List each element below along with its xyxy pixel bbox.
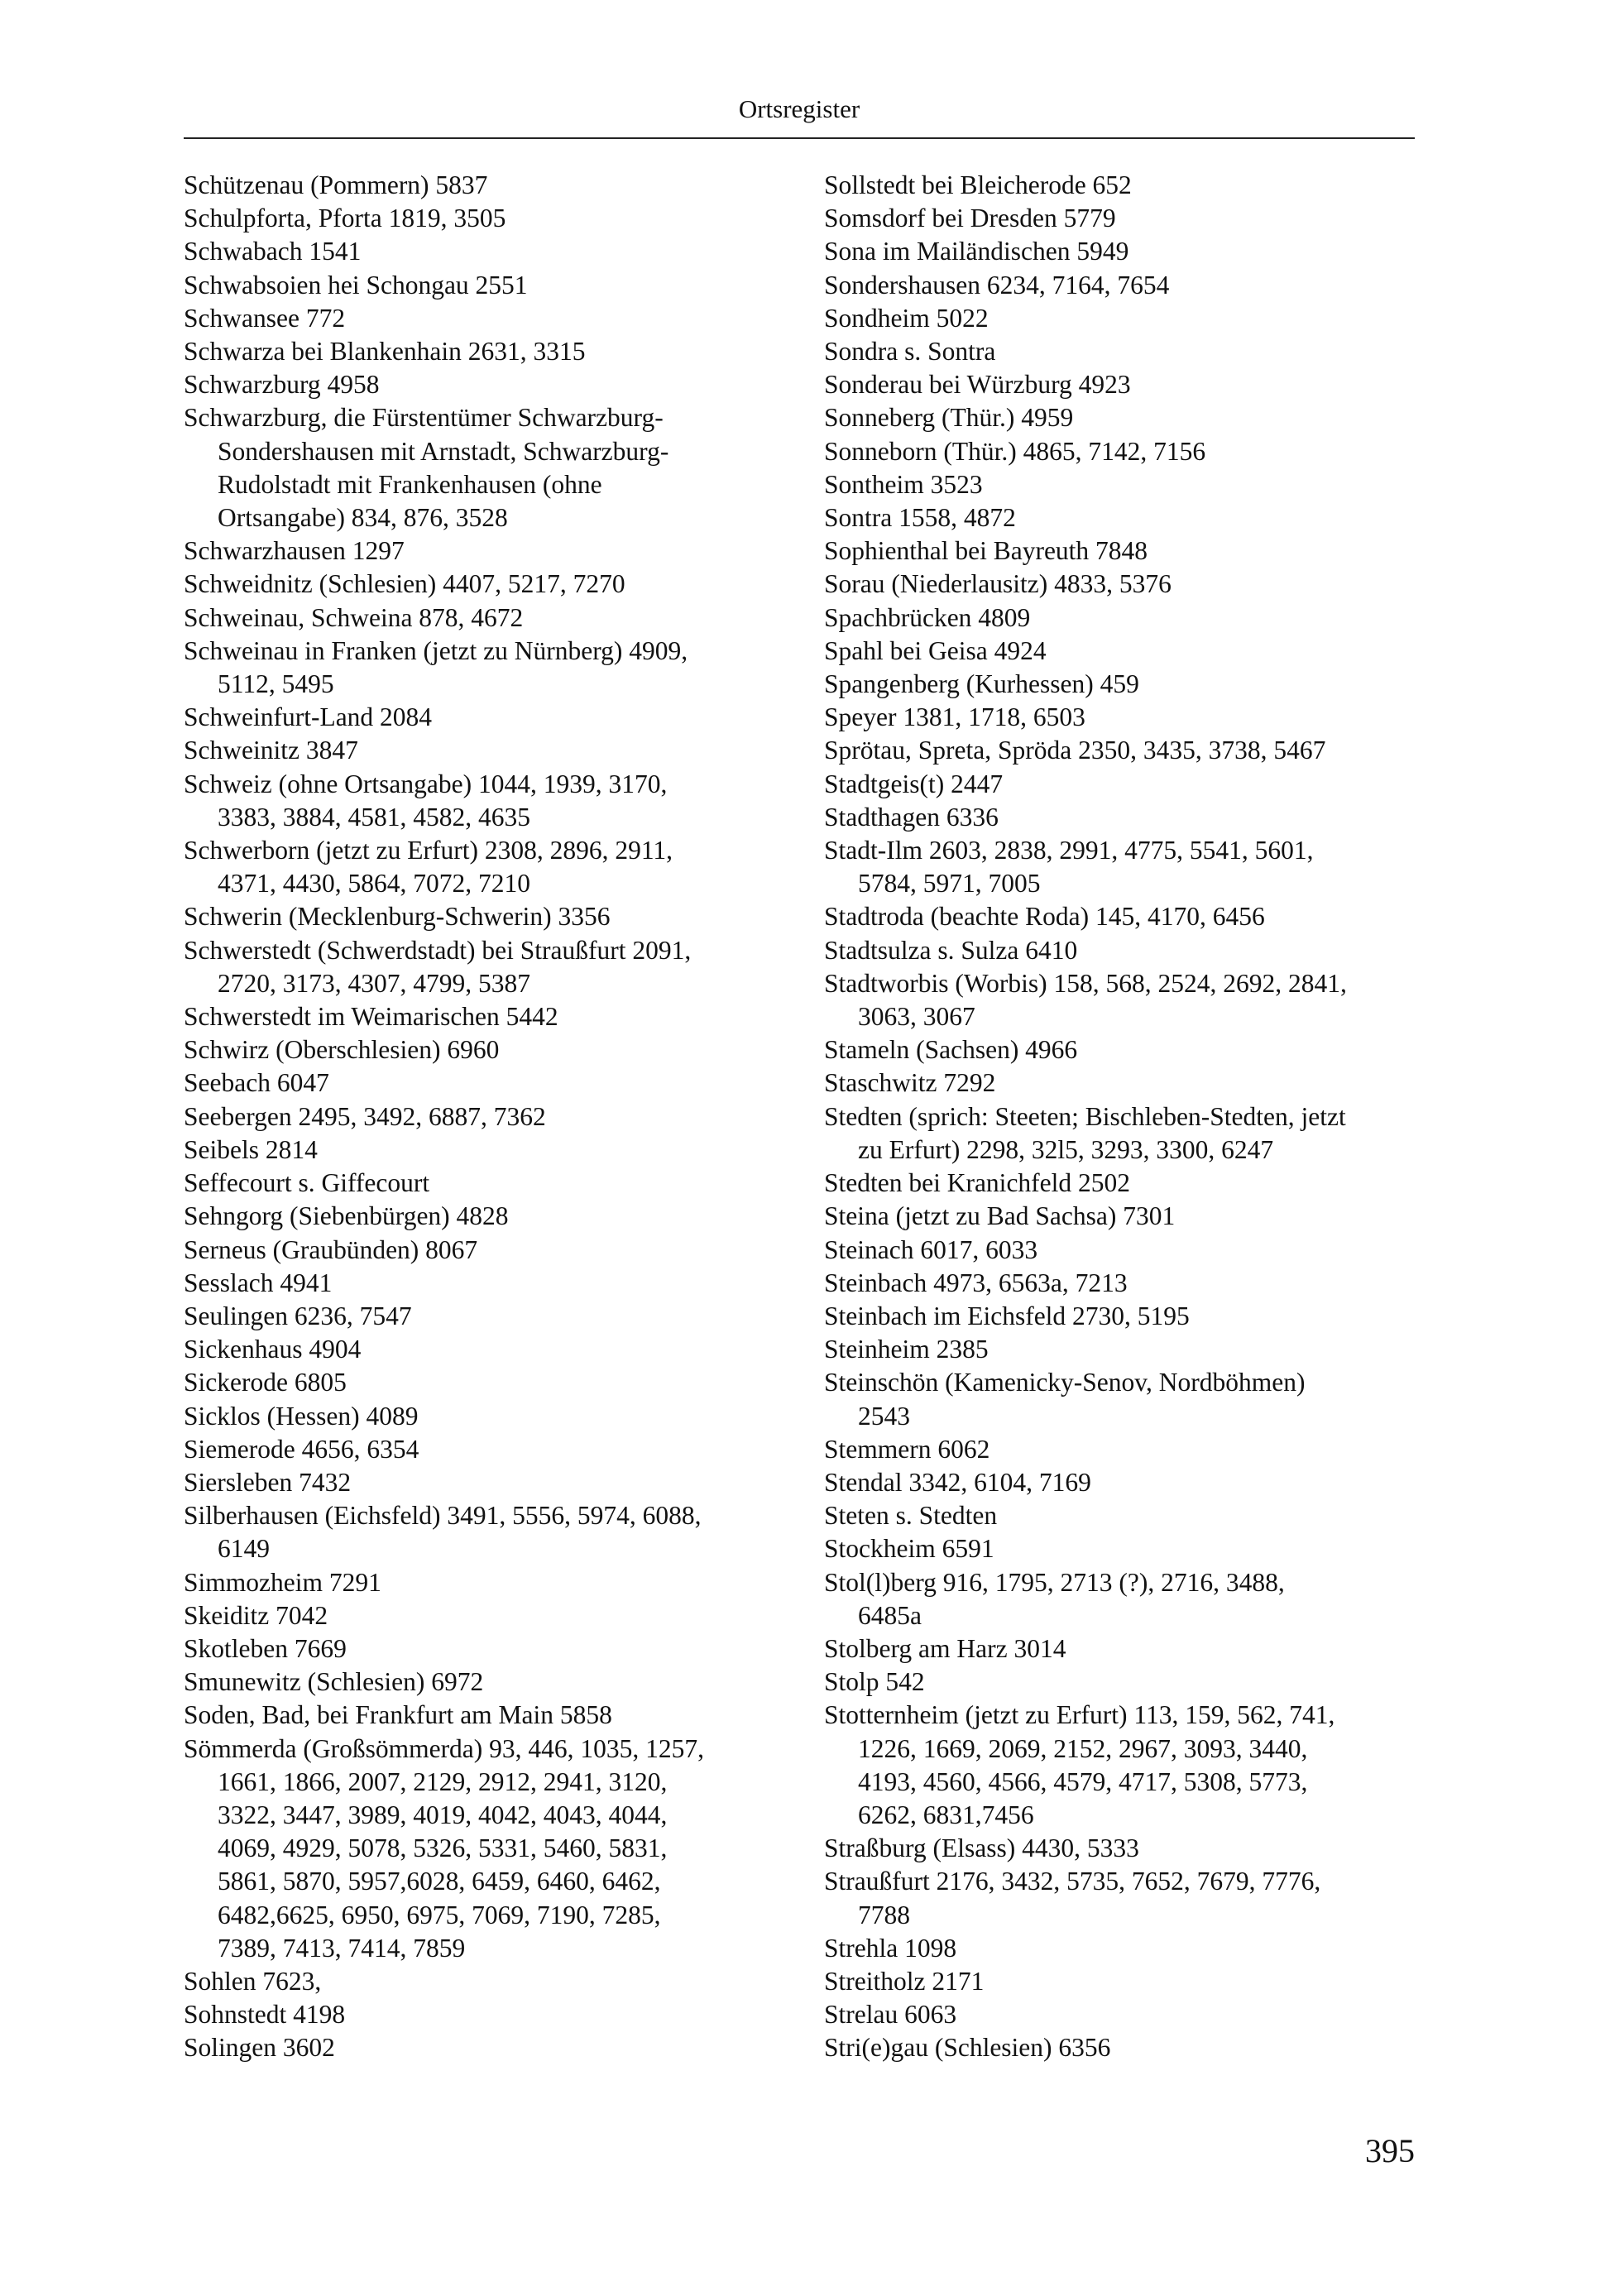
- index-entry: [824, 1532, 1420, 1565]
- index-entry-line: Streitholz 2171: [824, 1966, 985, 1996]
- index-entry-line: Schwerin (Mecklenburg-Schwerin) 3356: [184, 902, 611, 932]
- index-entry-line: Sicklos (Hessen) 4089: [184, 1401, 419, 1431]
- index-entry: [824, 1832, 1420, 1865]
- index-entry: [184, 1599, 779, 1632]
- index-entry-continuation: Rudolstadt mit Frankenhausen (ohne: [218, 469, 602, 499]
- index-entry: [824, 701, 1420, 734]
- index-entry: [824, 834, 1420, 900]
- index-entry-line: Sorau (Niederlausitz) 4833, 5376: [824, 569, 1172, 599]
- index-entry-line: Sondheim 5022: [824, 303, 989, 333]
- index-entry-line: Skotleben 7669: [184, 1633, 347, 1663]
- index-entry: [824, 534, 1420, 568]
- index-entry: [824, 967, 1420, 1033]
- index-entry: [184, 1965, 779, 1998]
- index-entry-continuation: 4371, 4430, 5864, 7072, 7210: [218, 869, 530, 899]
- index-column-right: [824, 169, 1420, 2065]
- index-entry-line: Steinschön (Kamenicky-Senov, Nordböhmen): [824, 1368, 1306, 1397]
- index-entry: [184, 1100, 779, 1134]
- index-entry: [824, 1300, 1420, 1333]
- index-entry-line: Stadt-Ilm 2603, 2838, 2991, 4775, 5541, 5601,: [824, 836, 1314, 865]
- index-entry-line: Schützenau (Pommern) 5837: [184, 170, 488, 199]
- index-entry-line: Schwarzburg 4958: [184, 370, 380, 400]
- index-entry: [184, 1733, 779, 1965]
- index-entry-line: Steina (jetzt zu Bad Sachsa) 7301: [824, 1201, 1176, 1231]
- index-entry: [184, 401, 779, 534]
- index-entry: [824, 1466, 1420, 1499]
- index-entry: [824, 768, 1420, 801]
- index-entry-continuation: 6482,6625, 6950, 6975, 7069, 7190, 7285,: [218, 1900, 661, 1929]
- index-entry: [824, 1566, 1420, 1632]
- index-entry: [184, 1666, 779, 1699]
- index-entry: [824, 1366, 1420, 1432]
- index-entry-line: Stendal 3342, 6104, 7169: [824, 1467, 1091, 1497]
- index-entry-line: Schwerstedt (Schwerdstadt) bei Straußfurt 2091,: [184, 935, 692, 965]
- index-entry-continuation: 6149: [218, 1534, 270, 1564]
- index-entry-line: Speyer 1381, 1718, 6503: [824, 702, 1085, 732]
- index-entry-line: Solingen 3602: [184, 2033, 335, 2063]
- index-entry: [184, 1699, 779, 1732]
- index-entry-line: Stolberg am Harz 3014: [824, 1633, 1066, 1663]
- index-entry: [824, 1200, 1420, 1233]
- index-entry-line: Schwabsoien hei Schongau 2551: [184, 270, 528, 300]
- index-entry-line: Schulpforta, Pforta 1819, 3505: [184, 204, 506, 233]
- index-entry: [184, 1300, 779, 1333]
- index-entry-line: Stockheim 6591: [824, 1534, 994, 1564]
- index-entry-line: Sontra 1558, 4872: [824, 503, 1016, 533]
- index-entry: [824, 1699, 1420, 1832]
- index-entry: [184, 1200, 779, 1233]
- index-entry-continuation: Sondershausen mit Arnstadt, Schwarzburg-: [218, 436, 669, 466]
- index-entry: [824, 1267, 1420, 1300]
- index-entry-line: Sonderau bei Würzburg 4923: [824, 370, 1131, 400]
- index-entry: [824, 668, 1420, 701]
- index-entry-line: Stadtgeis(t) 2447: [824, 769, 1004, 798]
- index-entry-line: Sickenhaus 4904: [184, 1335, 362, 1364]
- index-entry-line: Soden, Bad, bei Frankfurt am Main 5858: [184, 1700, 612, 1730]
- index-entry: [184, 834, 779, 900]
- index-entry-line: Stotternheim (jetzt zu Erfurt) 113, 159, 562, 741,: [824, 1700, 1335, 1730]
- index-entry-line: Stadtsulza s. Sulza 6410: [824, 935, 1078, 965]
- index-entry-continuation: 2543: [858, 1401, 910, 1431]
- index-entry: [824, 269, 1420, 302]
- index-entry-line: Stadtworbis (Worbis) 158, 568, 2524, 2692, 2841,: [824, 968, 1347, 998]
- index-entry-line: Sollstedt bei Bleicherode 652: [824, 170, 1132, 199]
- index-entry-line: Sickerode 6805: [184, 1368, 347, 1397]
- index-entry: [824, 235, 1420, 268]
- index-entry-line: Schwerstedt im Weimarischen 5442: [184, 1002, 558, 1032]
- index-entry: [824, 501, 1420, 534]
- index-entry-continuation: 5784, 5971, 7005: [858, 869, 1041, 899]
- index-entry-line: Sondra s. Sontra: [824, 337, 996, 367]
- index-entry-line: Stolp 542: [824, 1667, 925, 1697]
- index-entry-line: Stameln (Sachsen) 4966: [824, 1035, 1078, 1065]
- index-entry-continuation: 6262, 6831,7456: [858, 1800, 1034, 1829]
- index-entry-line: Steten s. Stedten: [824, 1501, 998, 1531]
- index-entry-continuation: 7389, 7413, 7414, 7859: [218, 1933, 466, 1963]
- index-entry: [184, 1632, 779, 1666]
- index-entry-line: Seibels 2814: [184, 1134, 318, 1164]
- index-entry-line: Straßburg (Elsass) 4430, 5333: [824, 1833, 1139, 1863]
- index-entry: [184, 368, 779, 401]
- index-entry: [184, 1400, 779, 1433]
- index-entry-line: Spachbrücken 4809: [824, 602, 1031, 632]
- index-entry-line: Schweinfurt-Land 2084: [184, 702, 433, 732]
- index-entry-line: Schweinitz 3847: [184, 736, 358, 765]
- index-entry: [184, 335, 779, 368]
- index-entry-continuation: 5112, 5495: [218, 669, 334, 699]
- index-entry-line: Siersleben 7432: [184, 1467, 352, 1497]
- index-entry: [184, 1499, 779, 1565]
- index-entry: [184, 1000, 779, 1033]
- index-entry-line: Sohlen 7623,: [184, 1966, 322, 1996]
- index-entry: [824, 1033, 1420, 1067]
- index-entry: [824, 734, 1420, 767]
- index-entry: [184, 2031, 779, 2064]
- index-entry-line: Stedten (sprich: Steeten; Bischleben-Stedten, jetzt: [824, 1101, 1346, 1131]
- header-rule: [184, 137, 1415, 139]
- index-entry-continuation: 3383, 3884, 4581, 4582, 4635: [218, 802, 530, 832]
- index-entry: [184, 534, 779, 568]
- index-entry-line: Siemerode 4656, 6354: [184, 1434, 419, 1464]
- index-entry: [824, 568, 1420, 601]
- index-entry: [824, 2031, 1420, 2064]
- index-entry: [824, 1932, 1420, 1965]
- index-entry: [824, 202, 1420, 235]
- index-entry-line: Schweidnitz (Schlesien) 4407, 5217, 7270: [184, 569, 625, 599]
- index-entry-line: Seebach 6047: [184, 1068, 329, 1098]
- index-entry-continuation: 6485a: [858, 1600, 922, 1630]
- index-entry: [824, 900, 1420, 933]
- index-entry-continuation: 4193, 4560, 4566, 4579, 4717, 5308, 5773,: [858, 1766, 1308, 1796]
- index-entry: [184, 701, 779, 734]
- index-entry-line: Stadtroda (beachte Roda) 145, 4170, 6456: [824, 902, 1265, 932]
- index-entry: [184, 602, 779, 635]
- index-entry: [824, 1167, 1420, 1200]
- index-entry-line: Schweinau, Schweina 878, 4672: [184, 602, 524, 632]
- index-entry: [824, 801, 1420, 834]
- index-entry-line: Sprötau, Spreta, Spröda 2350, 3435, 3738, 5467: [824, 736, 1326, 765]
- index-entry-line: Steinbach 4973, 6563a, 7213: [824, 1268, 1128, 1297]
- index-entry: [824, 1433, 1420, 1466]
- index-entry-line: Schwarzhausen 1297: [184, 536, 405, 566]
- page-number: 395: [1365, 2132, 1415, 2169]
- index-entry: [184, 568, 779, 601]
- index-entry-line: Spahl bei Geisa 4924: [824, 635, 1047, 665]
- index-entry: [184, 734, 779, 767]
- index-entry-line: Stadthagen 6336: [824, 802, 999, 832]
- index-entry: [184, 1067, 779, 1100]
- index-entry-continuation: 7788: [858, 1900, 910, 1929]
- index-entry-line: Straußfurt 2176, 3432, 5735, 7652, 7679, 7776,: [824, 1867, 1321, 1896]
- index-entry: [824, 368, 1420, 401]
- index-entry: [824, 602, 1420, 635]
- index-entry-line: Serneus (Graubünden) 8067: [184, 1234, 478, 1264]
- index-entry-line: Silberhausen (Eichsfeld) 3491, 5556, 5974, 6088,: [184, 1501, 702, 1531]
- index-entry: [824, 1234, 1420, 1267]
- index-entry-line: Simmozheim 7291: [184, 1567, 381, 1597]
- index-entry: [184, 1234, 779, 1267]
- index-entry: [184, 1466, 779, 1499]
- index-entry-line: Strehla 1098: [824, 1933, 957, 1963]
- index-entry-continuation: 3063, 3067: [858, 1002, 975, 1032]
- index-entry-line: Steinbach im Eichsfeld 2730, 5195: [824, 1301, 1190, 1330]
- index-entry: [184, 269, 779, 302]
- index-entry: [824, 435, 1420, 468]
- index-entry-continuation: 4069, 4929, 5078, 5326, 5331, 5460, 5831,: [218, 1833, 668, 1863]
- index-entry-continuation: 2720, 3173, 4307, 4799, 5387: [218, 968, 530, 998]
- index-entry-line: Schweiz (ohne Ortsangabe) 1044, 1939, 3170,: [184, 769, 668, 798]
- index-entry: [184, 1998, 779, 2031]
- index-entry: [184, 235, 779, 268]
- index-entry-line: Seebergen 2495, 3492, 6887, 7362: [184, 1101, 546, 1131]
- index-entry-line: Sophienthal bei Bayreuth 7848: [824, 536, 1148, 566]
- index-entry: [184, 900, 779, 933]
- index-entry-line: Seulingen 6236, 7547: [184, 1301, 412, 1330]
- index-entry: [824, 1100, 1420, 1167]
- index-entry: [184, 1566, 779, 1599]
- index-entry: [824, 934, 1420, 967]
- index-entry-line: Sesslach 4941: [184, 1268, 333, 1297]
- index-entry: [184, 1134, 779, 1167]
- index-entry: [824, 1067, 1420, 1100]
- index-entry: [184, 1033, 779, 1067]
- index-entry-line: Smunewitz (Schlesien) 6972: [184, 1667, 484, 1697]
- index-entry-continuation: 1661, 1866, 2007, 2129, 2912, 2941, 3120,: [218, 1766, 668, 1796]
- index-entry-line: Steinach 6017, 6033: [824, 1234, 1038, 1264]
- index-entry-line: Strelau 6063: [824, 2000, 957, 2030]
- index-entry: [184, 1167, 779, 1200]
- index-entry: [184, 1433, 779, 1466]
- index-entry-continuation: 5861, 5870, 5957,6028, 6459, 6460, 6462,: [218, 1867, 661, 1896]
- index-entry-line: Spangenberg (Kurhessen) 459: [824, 669, 1139, 699]
- index-entry-line: Schwerborn (jetzt zu Erfurt) 2308, 2896, 2911,: [184, 836, 673, 865]
- index-entry-line: Somsdorf bei Dresden 5779: [824, 204, 1116, 233]
- index-entry-line: Stri(e)gau (Schlesien) 6356: [824, 2033, 1111, 2063]
- index-entry: [184, 1267, 779, 1300]
- index-entry-line: Steinheim 2385: [824, 1335, 989, 1364]
- index-entry: [184, 1333, 779, 1366]
- index-entry: [824, 1965, 1420, 1998]
- index-entry: [824, 1632, 1420, 1666]
- index-entry-line: Schwirz (Oberschlesien) 6960: [184, 1035, 500, 1065]
- index-entry: [824, 468, 1420, 501]
- index-entry: [824, 635, 1420, 668]
- index-entry: [824, 169, 1420, 202]
- index-entry: [184, 302, 779, 335]
- index-entry-line: Sehngorg (Siebenbürgen) 4828: [184, 1201, 509, 1231]
- index-entry: [824, 401, 1420, 434]
- index-entry-continuation: zu Erfurt) 2298, 32l5, 3293, 3300, 6247: [858, 1134, 1274, 1164]
- index-entry-line: Sonneberg (Thür.) 4959: [824, 403, 1074, 433]
- index-entry-line: Stol(l)berg 916, 1795, 2713 (?), 2716, 3488,: [824, 1567, 1285, 1597]
- index-entry-line: Sonneborn (Thür.) 4865, 7142, 7156: [824, 436, 1206, 466]
- index-entry-continuation: 1226, 1669, 2069, 2152, 2967, 3093, 3440,: [858, 1733, 1308, 1763]
- running-header: Ortsregister: [738, 94, 860, 123]
- index-entry: [824, 1666, 1420, 1699]
- index-entry-line: Schwansee 772: [184, 303, 346, 333]
- index-column-left: [184, 169, 779, 2065]
- index-entry-line: Schweinau in Franken (jetzt zu Nürnberg) 4909,: [184, 635, 688, 665]
- index-entry: [184, 202, 779, 235]
- index-entry-line: Schwabach 1541: [184, 237, 362, 266]
- index-entry-line: Schwarzburg, die Fürstentümer Schwarzburg-: [184, 403, 664, 433]
- index-entry: [824, 335, 1420, 368]
- index-entry-continuation: 3322, 3447, 3989, 4019, 4042, 4043, 4044,: [218, 1800, 668, 1829]
- index-entry: [184, 934, 779, 1000]
- index-entry-line: Sömmerda (Großsömmerda) 93, 446, 1035, 1257,: [184, 1733, 705, 1763]
- index-entry-line: Stedten bei Kranichfeld 2502: [824, 1168, 1131, 1198]
- index-entry: [184, 635, 779, 701]
- index-entry-continuation: Ortsangabe) 834, 876, 3528: [218, 503, 508, 533]
- index-entry-line: Seffecourt s. Giffecourt: [184, 1168, 430, 1198]
- index-entry: [824, 1998, 1420, 2031]
- index-entry-line: Staschwitz 7292: [824, 1068, 996, 1098]
- index-entry-line: Sontheim 3523: [824, 469, 983, 499]
- index-entry: [184, 1366, 779, 1399]
- index-entry: [824, 1333, 1420, 1366]
- index-entry: [824, 302, 1420, 335]
- index-entry: [184, 169, 779, 202]
- index-entry: [184, 768, 779, 834]
- index-entry-line: Skeiditz 7042: [184, 1600, 328, 1630]
- index-entry: [824, 1499, 1420, 1532]
- index-entry-line: Stemmern 6062: [824, 1434, 990, 1464]
- index-entry-line: Schwarza bei Blankenhain 2631, 3315: [184, 337, 586, 367]
- index-entry-line: Sona im Mailändischen 5949: [824, 237, 1129, 266]
- index-entry-line: Sohnstedt 4198: [184, 2000, 346, 2030]
- index-entry-line: Sondershausen 6234, 7164, 7654: [824, 270, 1170, 300]
- index-entry: [824, 1865, 1420, 1931]
